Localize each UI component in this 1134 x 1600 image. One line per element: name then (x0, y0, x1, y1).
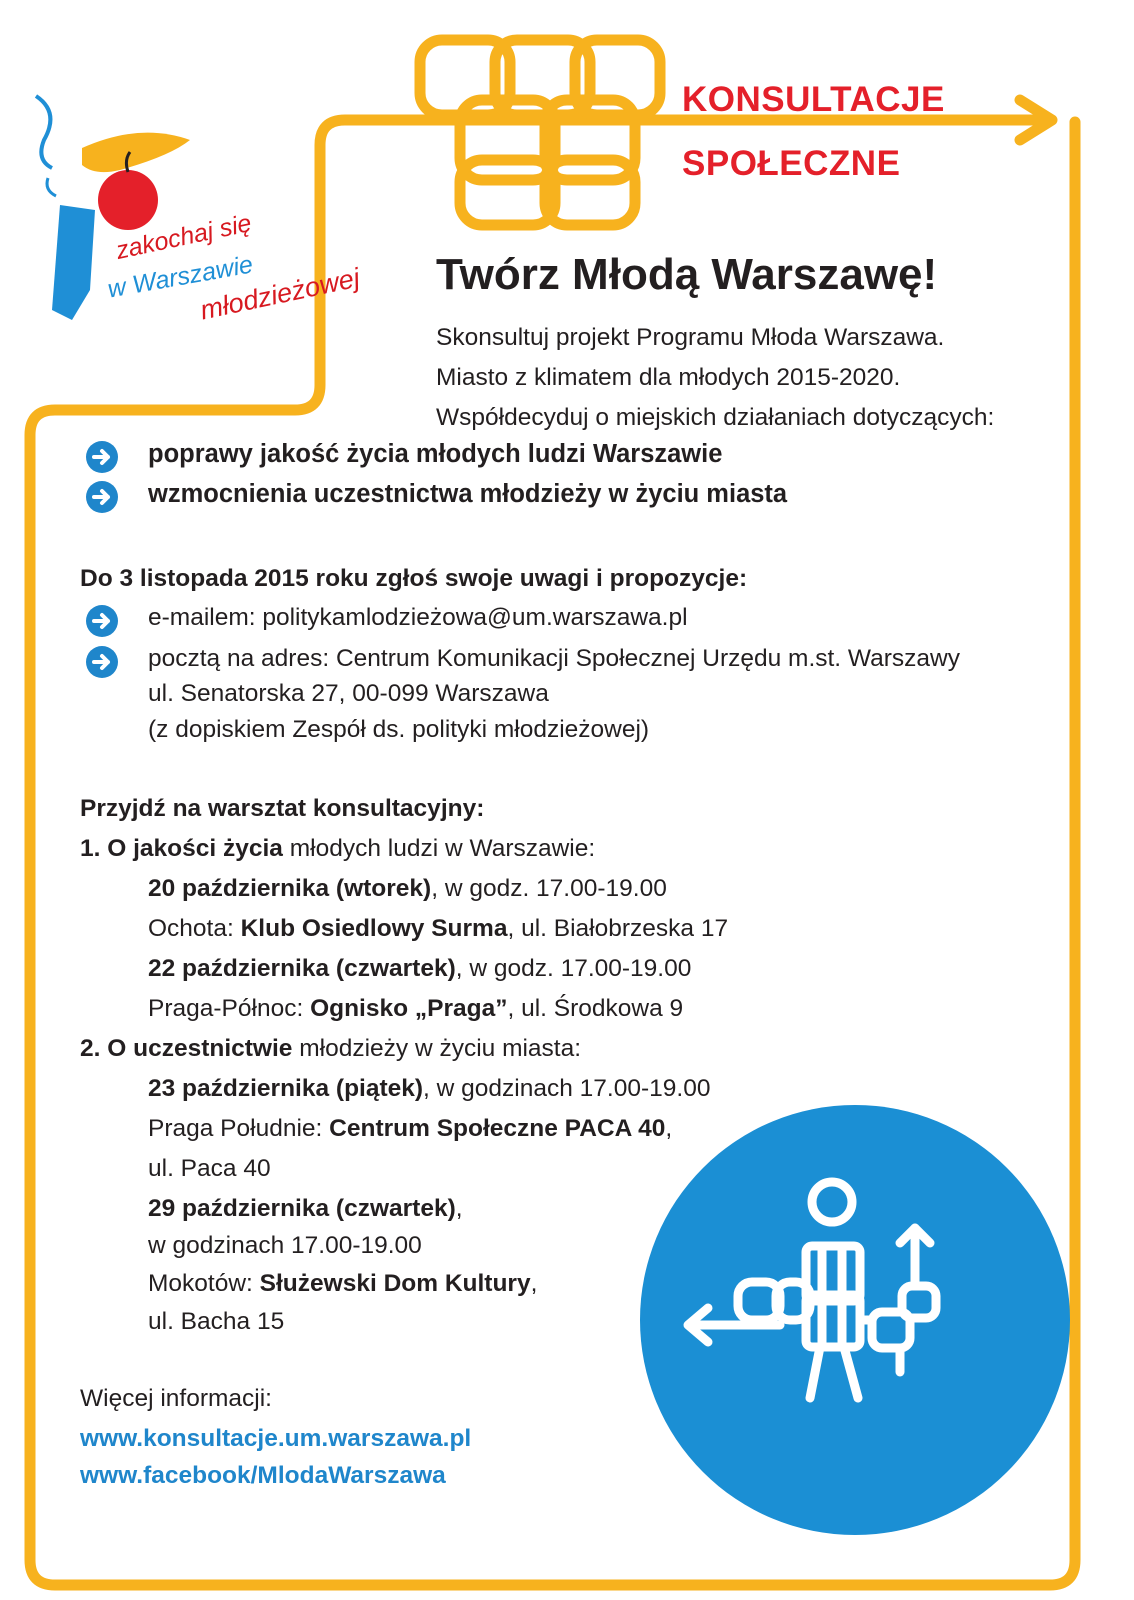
workshop-2b-date (148, 1195, 463, 1223)
comma: , (455, 1195, 463, 1222)
logo-line-3: młodzieżowej (197, 262, 363, 326)
topic-item: wzmocnienia uczestnictwa młodzieży w życiu miasta (148, 480, 788, 508)
arrow-right-circle-icon (85, 604, 119, 638)
workshop-1b-place (148, 995, 683, 1023)
workshop-2-title (80, 1035, 581, 1063)
venue: Centrum Społeczne PACA 40 (329, 1115, 666, 1142)
intro-line: Współdecyduj o miejskich działaniach dotyczących: (436, 404, 995, 431)
workshop-2a-date (148, 1075, 710, 1103)
workshop-1-desc: młodych ludzi w Warszawie: (282, 835, 596, 862)
knot-logo-icon (420, 40, 660, 225)
arrow-right-circle-icon (85, 440, 119, 474)
comma: , (665, 1115, 673, 1142)
date: 22 października (czwartek) (148, 955, 456, 982)
district: Ochota: (148, 915, 241, 942)
email-contact[interactable]: e-mailem: politykamlodzieżowa@um.warszawa.pl (148, 604, 688, 631)
district: Praga-Północ: (148, 995, 311, 1022)
submit-heading: Do 3 listopada 2015 roku zgłoś swoje uwagi i propozycje: (80, 565, 748, 592)
venue: Ognisko „Praga” (310, 995, 508, 1022)
arrow-right-circle-icon (85, 645, 119, 679)
intro-line: Skonsultuj projekt Programu Młoda Warszawa. (436, 324, 945, 351)
topic-item: poprawy jakość życia młodych ludzi Warszawie (148, 440, 723, 468)
workshop-1b-date (148, 955, 691, 983)
district: Mokotów: (148, 1270, 260, 1297)
logo-line-1: zakochaj się (113, 209, 254, 266)
workshop-1a-date (148, 875, 667, 903)
logo-line-2: w Warszawie (105, 250, 256, 304)
badge-line-2: SPOŁECZNE (682, 144, 901, 183)
date: 20 października (wtorek) (148, 875, 432, 902)
website-link[interactable]: www.konsultacje.um.warszawa.pl (80, 1425, 472, 1452)
time: , w godzinach 17.00-19.00 (423, 1075, 711, 1102)
workshop-2-desc: młodzieży w życiu miasta: (292, 1035, 582, 1062)
address: , ul. Środkowa 9 (507, 995, 684, 1022)
more-info-label: Więcej informacji: (80, 1385, 272, 1412)
workshop-2a-place (148, 1115, 672, 1143)
post-address-line: pocztą na adres: Centrum Komunikacji Społecznej Urzędu m.st. Warszawy (148, 645, 960, 672)
person-figure-icon (640, 1105, 1070, 1535)
date: 29 października (czwartek) (148, 1195, 456, 1222)
workshops-heading: Przyjdź na warsztat konsultacyjny: (80, 795, 485, 822)
facebook-link[interactable]: www.facebook/MlodaWarszawa (80, 1462, 446, 1489)
address: , ul. Białobrzeska 17 (507, 915, 729, 942)
konsultacje-badge (682, 68, 945, 196)
comma: , (530, 1270, 538, 1297)
post-address-line: ul. Senatorska 27, 00-099 Warszawa (148, 680, 549, 707)
workshop-2b-time: w godzinach 17.00-19.00 (148, 1232, 422, 1259)
time: , w godz. 17.00-19.00 (431, 875, 667, 902)
time: , w godz. 17.00-19.00 (455, 955, 692, 982)
workshop-2-topic: 2. O uczestnictwie (80, 1035, 293, 1062)
intro-text (436, 318, 994, 438)
zakochaj-logo (25, 95, 445, 375)
venue: Służewski Dom Kultury (259, 1270, 531, 1297)
post-address-note: (z dopiskiem Zespół ds. polityki młodzieżowej) (148, 716, 650, 743)
venue: Klub Osiedlowy Surma (240, 915, 508, 942)
workshop-2b-address: ul. Bacha 15 (148, 1308, 285, 1335)
page-title: Twórz Młodą Warszawę! (436, 250, 938, 299)
district: Praga Południe: (148, 1115, 330, 1142)
arrow-right-circle-icon (85, 480, 119, 514)
date: 23 października (piątek) (148, 1075, 424, 1102)
workshop-1a-place (148, 915, 728, 943)
workshop-1-topic: 1. O jakości życia (80, 835, 283, 862)
workshop-2b-place (148, 1270, 537, 1298)
workshop-1-title (80, 835, 595, 863)
badge-line-1: KONSULTACJE (682, 80, 945, 119)
workshop-2a-address: ul. Paca 40 (148, 1155, 271, 1182)
intro-line: Miasto z klimatem dla młodych 2015-2020. (436, 364, 901, 391)
